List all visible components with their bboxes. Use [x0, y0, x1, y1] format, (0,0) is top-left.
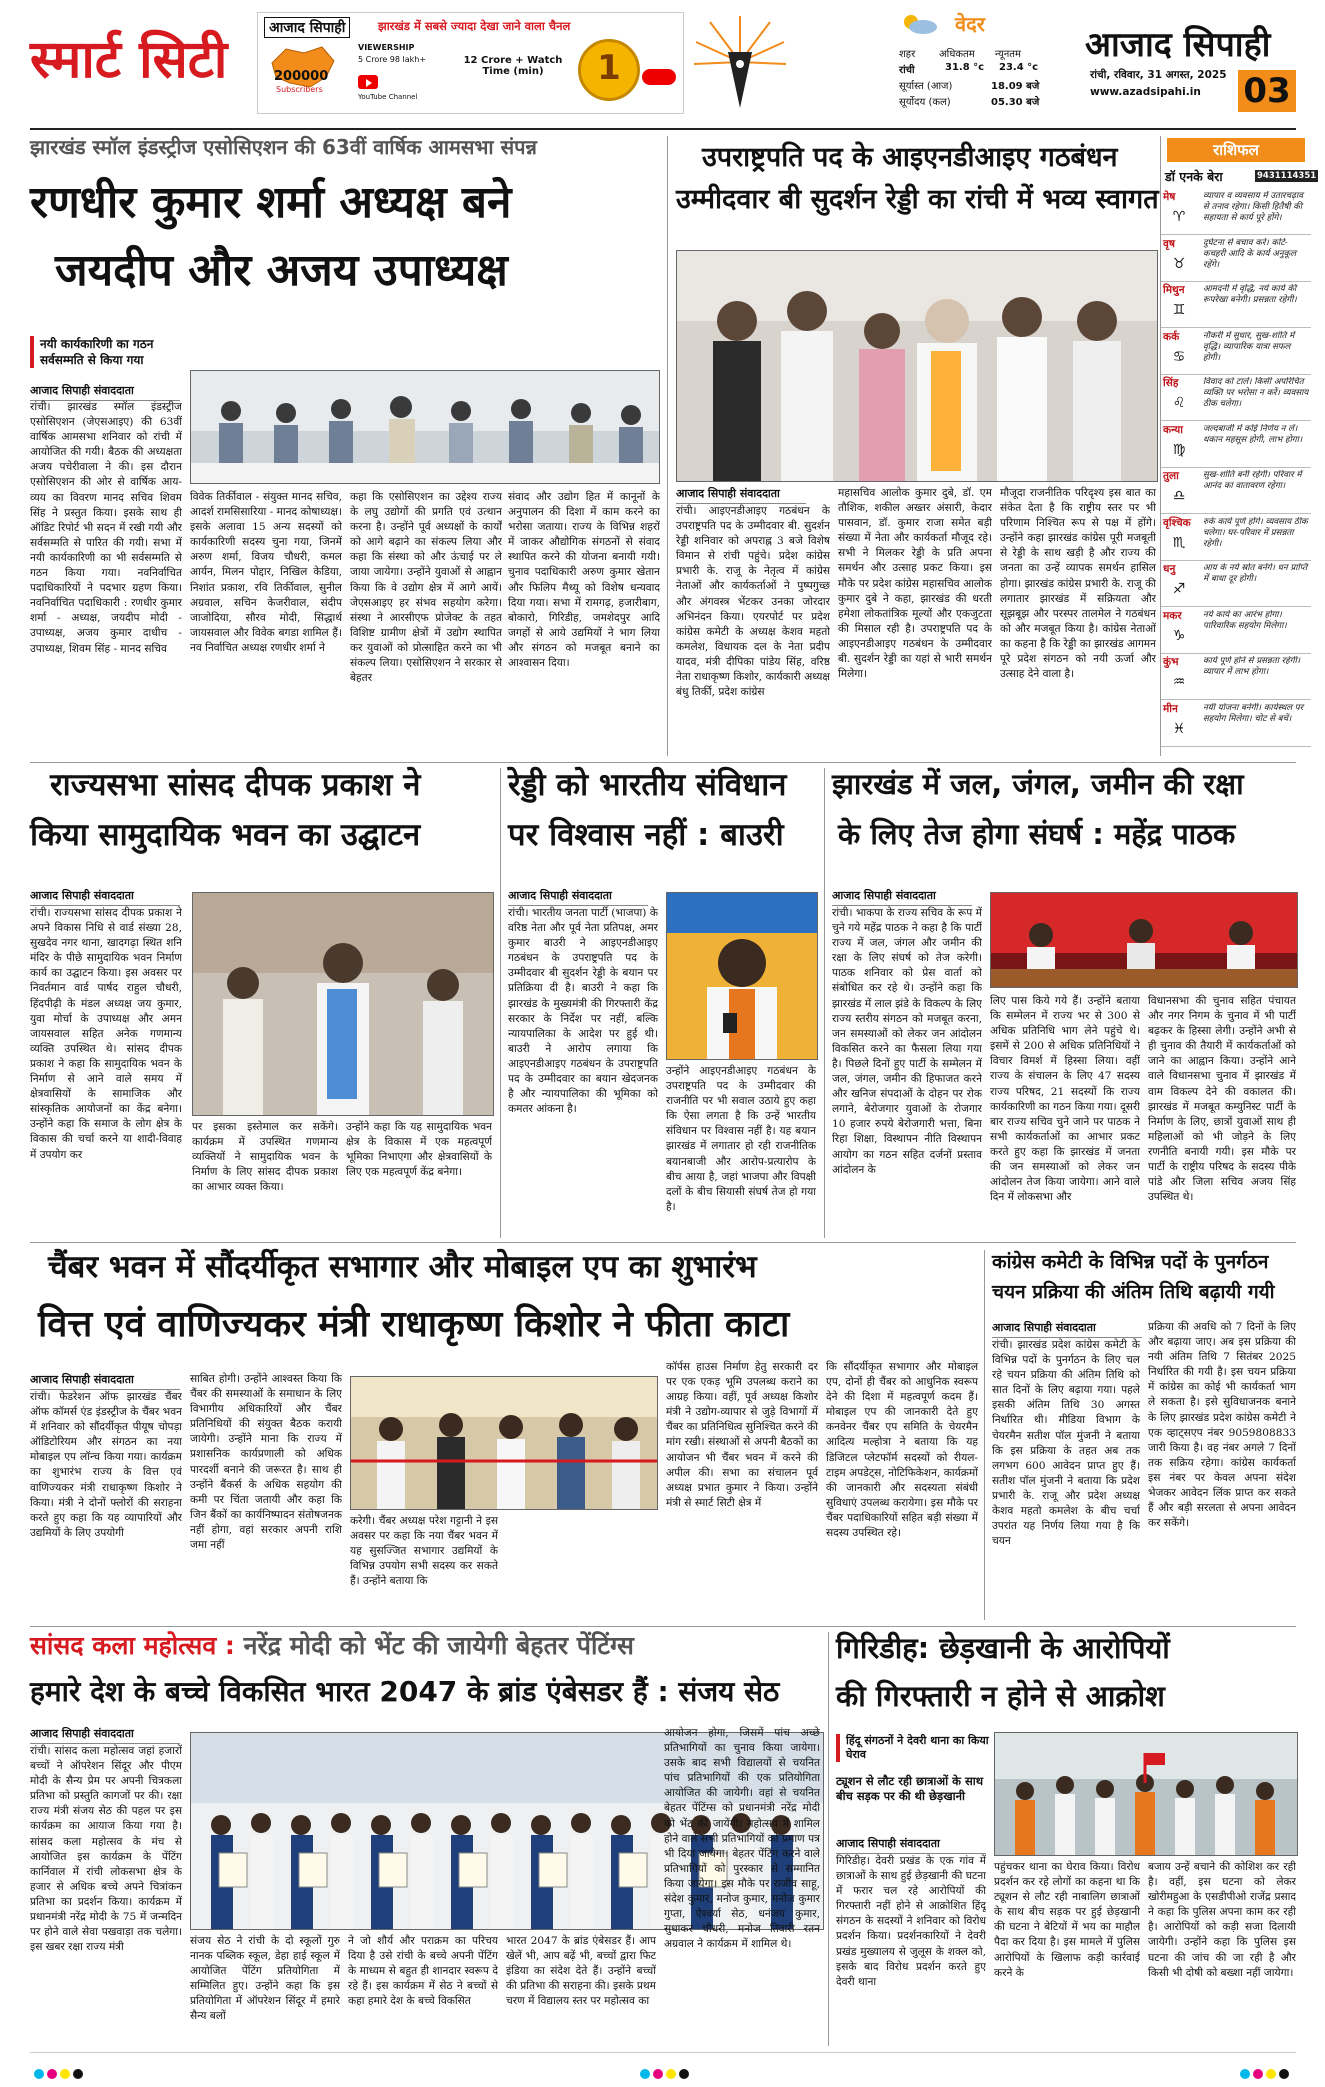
rashifal-item: [1161, 188, 1311, 235]
story4-col2: उन्होंने आइएनडीआइए गठबंधन के उपराष्ट्रपति पद के उम्मीदवार की राजनीति पर भी सवाल उठाये हुए कहा कि ऐसा लगता है कि उन्हें भारतीय संविधान पर विश्वास नहीं है। यह बयान झारखंड में लगातार हो रही राजनीतिक बयानबाजी और आरोप-प्रत्यारोप के बीच आया है, जहां भाजपा और विपक्षी दलों के बीच सियासी संघर्ष तेज हो गया है।: [666, 1065, 816, 1213]
story8-col5: आयोजन होगा, जिसमें पांच अच्छे प्रतिभागियों का चुनाव किया जायेगा। उसके बाद सभी विद्यालयों से चयनित पांच प्रतिभागियों की एक प्रतियोगिता आयोजित की जायेगी। वहां से चयनित बेहतर पेंटिंग्स को प्रधानमंत्री नरेंद्र मोदी को भेंट की जायेंगी। महोत्सव में शामिल होने वाले सभी प्रतिभागियों को प्रमाण पत्र भी दिया जायेगा। बेहतर पेंटिंग करने वाले प्रतिभागियों को पुरस्कार से सम्मानित किया जायेगा। इस मौके पर राजीव साहू, संदेश कुमार, मनोज कुमार, मनोज कुमार गुप्ता, ऐश्वर्या सेठ, धनंजय कुमार, सुधाकर चौधरी, मनोज तिवारी रतन अग्रवाल ने कार्यक्रम में शामिल थे।: [664, 1727, 820, 1951]
ad-viewership-label: VIEWERSHIP: [358, 43, 415, 52]
weather-box: [795, 10, 1045, 114]
ad-viewership-value: 5 Crore 98 lakh+: [358, 55, 427, 64]
story2-photo: [676, 250, 1158, 482]
zodiac-sign-icon: ♒: [1172, 674, 1186, 690]
section-title: स्मार्ट सिटी: [30, 30, 228, 90]
ad-channel-label: YouTube Channel: [358, 93, 418, 101]
zodiac-sign-icon: ♎: [1172, 488, 1186, 504]
story8-headline: हमारे देश के बच्चे विकसित भारत 2047 के ब्रांड एंबेसडर हैं : संजय सेठ: [30, 1675, 780, 1708]
story9-sub1: हिंदू संगठनों ने देवरी थाना का किया घेराव: [836, 1734, 996, 1762]
subscribe-badge: [642, 69, 676, 85]
story6-col4-top: कॉर्पस हाउस निर्माण हेतु सरकारी दर पर एक एकड़ भूमि उपलब्ध कराने का आग्रह किया। वहीं, पूर्व अध्यक्ष किशोर मंत्री ने उद्योग-व्यापार से जुड़े विभागों में चैंबर का प्रतिनिधित्व सुनिश्चित करने की मांग रखी। संस्थाओं से अपनी बैठकों का आयोजन भी चैंबर भवन में करने की अपील की। सभा का संचालन पूर्व अध्यक्ष प्रभात कुमार ने किया। उन्होंने मंत्री से स्मार्ट सिटी क्षेत्र में: [666, 1361, 818, 1509]
story3-headline-2: किया सामुदायिक भवन का उद्घाटन: [30, 817, 421, 853]
zodiac-sign-icon: ♉: [1172, 255, 1186, 272]
column-divider: [984, 1250, 985, 1620]
rashifal-item: [1161, 235, 1311, 282]
story5-byline: आजाद सिपाही संवाददाता: [832, 888, 972, 906]
rashifal-item-name: मकर: [1163, 609, 1182, 622]
weather-title: वेदर: [955, 12, 985, 36]
story9-col1: गिरिडीह। देवरी प्रखंड के एक गांव में छात्राओं के साथ हुई छेड़खानी की घटना में फरार चल रहे आरोपियों की गिरफ्तारी नहीं होने से आक्रोशित हिंदू संगठन के सदस्यों ने शनिवार को विरोध प्रदर्शन किया। प्रदर्शनकारियों ने देवरी प्रखंड मुख्यालय से जुलूस के शक्ल को, इसके बाद विरोध प्रदर्शन करते हुए देवरी थाना: [836, 1855, 986, 1988]
registration-marks-center: [640, 2064, 692, 2083]
story1-headline-2: जयदीप और अजय उपाध्यक्ष: [55, 245, 508, 296]
story8-col4: भारत 2047 के ब्रांड एंबेसडर हैं। आप खेलें भी, आप बढ़ें भी, बच्चों द्वारा फिट इंडिया का संदेश देते हैं। उन्होंने बच्चों की प्रतिभा की सराहना की। इसके प्रथम चरण में विद्यालय स्तर पर महोत्सव का: [506, 1935, 656, 2008]
rashifal-item-text: दुर्घटना से बचाव करें। कोर्ट-कचहरी आदि के कार्य अनुकूल रहेंगे।: [1203, 237, 1297, 270]
youtube-icon: [358, 75, 378, 89]
story5-headline-1: झारखंड में जल, जंगल, जमीन की रक्षा: [832, 767, 1244, 801]
weather-head-city: शहर: [899, 49, 916, 60]
rashifal-item-name: धनु: [1163, 563, 1176, 575]
story9-headline-1: गिरिडीह: छेड़खानी के आरोपियों: [836, 1631, 1170, 1665]
rashifal-item-name: कर्क: [1163, 330, 1180, 343]
story5-col2: लिए पास किये गये हैं। उन्होंने बताया कि सम्मेलन में राज्य भर से 300 से अधिक प्रतिनिधि भाग लेने पहुंचे थे। इसमें से 200 से अधिक प्रतिनिधियों ने विचार विमर्श में हिस्सा लिया। वहीं राज्य के संचालन के लिए 47 सदस्य राज्य परिषद, 21 सदस्यों कि राज्य कार्यकारिणी का गठन किया गया। दूसरी बार राज्य सचिव चुने जाने पर पाठक ने सभी कार्यकर्ताओं का आभार प्रकट करते हुए कहा कि झारखंड में जनता की जन समस्याओं को लेकर जन आंदोलन तेज किया जायेगा। आने वाले दिन में लोकसभा और: [990, 995, 1140, 1204]
weather-head-min: न्यूनतम: [995, 49, 1021, 60]
story1-col3: कहा कि एसोसिएशन का उद्देश्य राज्य के लघु उद्योगों की प्रगति एवं उत्थान करना है। उन्होंने पूर्व अध्यक्षों के कार्यों को आगे बढ़ाने का संकल्प लिया और कहा कि संस्था को और ऊंचाई पर ले जाया जायेगा। उन्होंने युवाओं से आह्वान किया कि वे उद्योग क्षेत्र में आगे आयें। जेएसआइए हर संभव सहयोग करेगा। संस्था ने आरसीएफ प्रोजेक्ट के तहत विशिष्ट ग्रामीण क्षेत्रों में उद्योग स्थापित कर युवाओं को प्रोत्साहित करने का भी संकल्प लिया। एसोसिएशन ने सरकार से बेहतर: [350, 491, 502, 685]
zodiac-sign-icon: ♏: [1172, 534, 1186, 551]
masthead-rule: [30, 128, 1296, 130]
rashifal-item: [1161, 700, 1311, 747]
story3-col3: उन्होंने कहा कि यह सामुदायिक भवन क्षेत्र के विकास में एक महत्वपूर्ण भूमिका निभाएगा और क्षेत्रवासियों के लिए एक महत्वपूर्ण केंद्र बनेगा।: [346, 1121, 492, 1179]
registration-marks-left: [34, 2064, 86, 2083]
story2-byline: आजाद सिपाही संवाददाता: [676, 486, 806, 504]
masthead: [0, 0, 1325, 120]
story1-headline-1: रणधीर कुमार शर्मा अध्यक्ष बने: [30, 177, 512, 228]
weather-city: रांची: [899, 65, 915, 76]
cloud-sun-icon: [899, 12, 939, 36]
rashifal-item-text: नयी योजना बनेगी। कार्यस्थल पर सहयोग मिलेगा। चोट से बचें।: [1203, 702, 1304, 724]
rashifal-item-text: विवाद को टालें। किसी अपरिचित व्यक्ति पर भरोसा न करें। व्यवसाय ठीक चलेगा।: [1203, 377, 1309, 409]
sunrise-value: 05.30 बजे: [991, 97, 1040, 108]
rashifal-item: [1161, 607, 1311, 654]
weather-head-max: अधिकतम: [939, 49, 975, 60]
story2-headline-2: उम्मीदवार बी सुदर्शन रेड्डी का रांची में भव्य स्वागत: [676, 184, 1159, 215]
story3-photo: [192, 892, 494, 1116]
story4-col1: रांची। भारतीय जनता पार्टी (भाजपा) के वरिष्ठ नेता और पूर्व नेता प्रतिपक्ष, अमर कुमार बाउरी ने आइएनडीआइए गठबंधन के उपराष्ट्रपति पद के उम्मीदवार बी सुदर्शन रेड्डी के बयान पर प्रतिक्रिया दी है। बाउरी ने कहा कि झारखंड के मुख्यमंत्री की गिरफ्तारी केंद्र सरकार के निर्देश पर नहीं, बल्कि न्यायपालिका के आदेश पर हुई थी। बाउरी ने आरोप लगाया कि आइएनडीआइए गठबंधन के उपराष्ट्रपति पद के उम्मीदवार का बयान खेदजनक है और न्यायपालिका की भूमिका को कमतर आंकना है।: [508, 907, 658, 1116]
column-divider: [500, 768, 501, 1238]
zodiac-sign-icon: ♐: [1172, 581, 1186, 597]
rashifal-item-name: वृष: [1163, 237, 1175, 250]
story5-col3: विधानसभा की चुनाव सहित पंचायत और नगर निगम के चुनाव में भी पार्टी बढ़कर के हिस्सा लेगी। उन्होंने अभी से ही चुनाव की तैयारी में कार्यकर्ताओं को जाने का आह्वान किया। उन्होंने आने वाले विधानसभा चुनाव में झारखंड में वाम विकल्प देने की वकालत की। झारखंड में मजबूत कम्युनिस्ट पार्टी के निर्माण के लिए, छात्रों युवाओं साथ ही महिलाओं को भी जोड़ने के लिए रणनीति बनायी गयी। इस मौके पर पार्टी के राष्ट्रीय परिषद के सदस्य पीके पांडे और जिला सचिव अजय सिंह उपस्थित थे।: [1148, 995, 1296, 1204]
registration-marks-right: [1240, 2064, 1292, 2083]
zodiac-sign-icon: ♊: [1172, 302, 1186, 318]
story6-col2: साबित होगी। उन्होंने आश्वस्त किया कि चैंबर की समस्याओं के समाधान के लिए विभागीय अधिकारियों और चैंबर प्रतिनिधियों की संयुक्त बैठक करायी जायेगी। उन्होंने माना कि राज्य में प्रशासनिक कार्यप्रणाली को अधिक पारदर्शी बनाने की जरूरत है। साथ ही उन्होंने बैंकर्स के अधिक सहयोग की कमी पर चिंता जतायी और कहा कि जिन बैंकों का कार्यनिष्पादन संतोषजनक नहीं होगा, वहां सरकार अपनी राशि जमा नहीं: [190, 1373, 342, 1552]
story8-kicker-red: सांसद कला महोत्सव :: [30, 1631, 235, 1660]
ad-subscribers: 200000: [274, 69, 329, 84]
sunrise-label: सूर्योदय (कल): [899, 97, 951, 108]
rashifal-item-text: रुके कार्य पूर्ण होंगे। व्यवसाय ठीक चलेगा। घर-परिवार में प्रसन्नता रहेगी।: [1203, 516, 1308, 549]
column-divider: [828, 1632, 829, 2046]
rashifal-astrologer: डॉ एनके बेरा: [1165, 169, 1223, 184]
story9-byline: आजाद सिपाही संवाददाता: [836, 1836, 986, 1854]
story7-headline-2: चयन प्रक्रिया की अंतिम तिथि बढ़ायी गयी: [992, 1281, 1275, 1303]
story1-col4: संवाद और उद्योग हित में कानूनों के अनुपालन की दिशा में काम करने का भरोसा जताया। राज्य के विभिन्न शहरों में जाकर औद्योगिक संगठनों से संवाद स्थापित करने की योजना बनायी गयी। चुनाव पदाधिकारी अरुण कुमार खेतान और फिलिप मैथ्यू को विशेष धन्यवाद दिया गया। सभा में रामगढ़, हजारीबाग, बोकारो, गिरिडीह, जमशेदपुर आदि जगहों से आये उद्यमियों ने भाग लिया और संगठन को मजबूत बनाने का आश्वासन दिया।: [508, 491, 660, 670]
rashifal-title: राशिफल: [1167, 138, 1305, 162]
rashifal-item-text: व्यापार व व्यवसाय में उतारचढ़ाव से तनाव रहेगा। किसी हितैषी की सहायता से कार्य पूरे होंगे।: [1203, 191, 1303, 223]
story3-headline-1: राज्यसभा सांसद दीपक प्रकाश ने: [50, 767, 421, 803]
story3-byline: आजाद सिपाही संवाददाता: [30, 888, 180, 906]
weather-max: 31.8 °c: [945, 62, 985, 73]
rashifal-item-text: जल्दबाजी में कोई निर्णय न लें। थकान महसूस होगी, लाभ होगा।: [1203, 423, 1303, 445]
story1-col2: विवेक तिर्कीवाल - संयुक्त मानद सचिव, आदर्श रामसिसारिया - मानद कोषाध्यक्ष। इसके अलावा 15 अन्य सदस्यों को कार्यकारिणी सदस्य चुना गया, जिनमें अरुण शर्मा, विजय चौधरी, कमल आर्यन, मिलन पोद्दार, निखिल केडिया, निशांत प्रकाश, रवि तिर्कीवाल, सुनील अग्रवाल, सचिन केजरीवाल, संदीप जाजोदिया, सौरव मोदी, सिद्धार्थ जायसवाल और विवेक बगडा शामिल हैं। नव निर्वाचित अध्यक्ष रणधीर शर्मा ने: [190, 491, 342, 654]
story6-headline-2: वित्त एवं वाणिज्यकर मंत्री राधाकृष्ण किशोर ने फीता काटा: [38, 1304, 790, 1345]
story2-col3: मौजूदा राजनीतिक परिदृश्य इस बात का संकेत देता है कि राष्ट्रीय स्तर पर भी परिणाम निश्चित रूप से पक्ष में होंगे। उन्होंने कहा झारखंड कांग्रेस पूरी मजबूती से रेड्डी के साथ खड़ी है और राज्य की जनता का उन्हें व्यापक समर्थन हासिल होगा। झारखंड कांग्रेस प्रभारी के. राजू की लगातार झारखंड में सक्रियता और सूझबूझ और परस्पर तालमेल ने गठबंधन को और मजबूत किया है। कांग्रेस नेताओं का कहना है कि रेड्डी का झारखंड आगमन पूरे प्रदेश संगठन को नयी ऊर्जा और उत्साह देने वाला है।: [1000, 487, 1156, 681]
rashifal-item: [1161, 560, 1311, 607]
ad-tagline: झारखंड में सबसे ज्यादा देखा जाने वाला चैनल: [378, 19, 571, 33]
story6-col4-spacer: [506, 1514, 656, 1618]
rashifal-item: [1161, 281, 1311, 328]
rashifal-item-text: कार्य पूर्ण होने से प्रसन्नता रहेगी। व्यापार में लाभ होगा।: [1203, 656, 1301, 677]
rashifal-item-name: कुंभ: [1163, 656, 1179, 668]
section-rule: [30, 1242, 1296, 1243]
zodiac-sign-icon: ♓: [1172, 720, 1186, 737]
zodiac-sign-icon: ♑: [1172, 627, 1186, 644]
rashifal-item-text: नये कार्य का आरंभ होगा। पारिवारिक सहयोग मिलेगा।: [1203, 609, 1287, 631]
story4-headline-1: रेड्डी को भारतीय संविधान: [508, 767, 787, 803]
story5-headline-2: के लिए तेज होगा संघर्ष : महेंद्र पाठक: [838, 817, 1236, 851]
rashifal-item: [1161, 653, 1311, 700]
youtube-ad-banner: [257, 12, 684, 114]
ad-watch-time: 12 Crore + Watch Time (min): [463, 55, 563, 77]
story2-col1: रांची। आइएनडीआइए गठबंधन के उपराष्ट्रपति पद के उम्मीदवार बी. सुदर्शन रेड्डी शनिवार को अपराह्न 3 बजे विशेष विमान से रांची पहुंचे। प्रदेश कांग्रेस प्रभारी के. राजू के नेतृत्व में कांग्रेस नेताओं और कार्यकर्ताओं ने पुष्पगुच्छ और अंगवस्त्र भेंटकर उनका जोरदार अभिनंदन किया। एयरपोर्ट पर प्रदेश कांग्रेस कमेटी के अध्यक्ष केशव महतो कमलेश, विधायक दल के नेता प्रदीप यादव, मंत्री दीपिका पांडेय सिंह, वरिष्ठ नेता राधाकृष्ण किशोर, कार्यकारी अध्यक्ष बंधु तिर्की, प्रदेश कांग्रेस: [676, 505, 830, 699]
story9-photo: [994, 1732, 1298, 1856]
story6-col5: कि सौंदर्यीकृत सभागार और मोबाइल एप, दोनों ही चैंबर को आधुनिक स्वरूप देने की दिशा में महत्वपूर्ण कदम हैं। मोबाइल एप की जानकारी देते हुए कनवेनर चैंबर एप समिति के चेयरमैन आदित्य मल्होत्रा ने बताया कि यह डिजिटल प्लेटफॉर्म सदस्यों को रीयल-टाइम अपडेट्स, नोटिफिकेशन, कार्यक्रमों की जानकारी और सदस्यता संबंधी सुविधाएं उपलब्ध करायेगा। इस मौके पर चैंबर पदाधिकारियों सहित बड़ी संख्या में सदस्य उपस्थित रहे।: [826, 1361, 978, 1540]
rashifal-item-name: मेष: [1163, 191, 1176, 203]
story4-headline-2: पर विश्वास नहीं : बाउरी: [508, 817, 784, 853]
story1-col1: रांची। झारखंड स्मॉल इंडस्ट्रीज एसोसिएशन (जेएसआइए) की 63वीं वार्षिक आमसभा शनिवार को रांची में आयोजित की गयी। बैठक की अध्यक्षता अजय पचेरीवाला ने की। इस दौरान एसोसिएशन की ओर से वार्षिक आय-व्यय का विवरण मानद सचिव शिवम सिंह ने प्रस्तुत किया। इसके साथ ही ऑडिट रिपोर्ट भी सदन में रखी गयी और सर्वसम्मति से पारित की गयी। सभा में नयी कार्यकारिणी का भी सर्वसम्मति से गठन किया गया। नवनिर्वाचित पदाधिकारियों ने पदभार ग्रहण किया। नवनिर्वाचित पदाधिकारी : रणधीर कुमार शर्मा - अध्यक्ष, जयदीप मोदी - उपाध्यक्ष, अजय कुमार दाधीच - उपाध्यक्ष, शिवम सिंह - मानद सचिव: [30, 401, 182, 655]
story6-col1: रांची। फेडरेशन ऑफ झारखंड चैंबर ऑफ कॉमर्स एंड इंडस्ट्रीज के चैंबर भवन में शनिवार को सौंदर्यीकृत पीयूष चोपड़ा ऑडिटोरियम और संगठन का नया मोबाइल एप लॉन्च किया गया। कार्यक्रम का शुभारंभ राज्य के वित्त एवं वाणिज्यकर मंत्री राधाकृष्ण किशोर ने किया। मंत्री ने दोनों फ्लोरों की सराहना करते हुए कहा कि यह व्यापारियों और उद्यमियों के लिए उपयोगी: [30, 1391, 182, 1539]
story2-headline-1: उपराष्ट्रपति पद के आइएनडीआइए गठबंधन: [702, 142, 1118, 173]
rashifal-item-name: वृश्चिक: [1163, 516, 1191, 529]
story3-col2: पर इसका इस्तेमाल कर सकेंगे। कार्यक्रम में उपस्थित गणमान्य व्यक्तियों ने सामुदायिक भवन के निर्माण के लिए सांसद दीपक प्रकाश का आभार व्यक्त किया।: [192, 1121, 338, 1194]
zodiac-sign-icon: ♈: [1172, 209, 1186, 225]
rashifal-item-name: तुला: [1163, 470, 1179, 482]
rashifal-item-text: सुख-शांति बनी रहेगी। परिवार में आनंद का वातावरण रहेगा।: [1203, 470, 1302, 491]
story7-headline-1: कांग्रेस कमेटी के विभिन्न पदों के पुनर्गठन: [992, 1251, 1269, 1273]
story8-kicker: [30, 1632, 634, 1661]
rashifal-item-text: नौकरी में सुधार, सुख-शांति में वृद्धि। व्यापारिक यात्रा सफल होगी।: [1203, 330, 1295, 363]
story7-col2: प्रक्रिया की अवधि को 7 दिनों के लिए और बढ़ाया जाए। अब इस प्रक्रिया की नयी अंतिम तिथि 7 सितंबर 2025 निर्धारित की गयी है। इस चयन प्रक्रिया में कांग्रेस का कोई भी कार्यकर्ता भाग ले सकता है। इसे सुविधाजनक बनाने के लिए झारखंड प्रदेश कांग्रेस कमेटी ने एक व्हाट्सएप नंबर 9059808833 जारी किया है। वह नंबर अगले 7 दिनों तक सक्रिय रहेगा। कांग्रेस कार्यकर्ता इस नंबर पर केवल अपना संदेश भेजकर आवेदन लिंक प्राप्त कर सकते हैं और बड़ी सरलता से अपना आवेदन कर सकेंगे।: [1148, 1321, 1296, 1530]
story8-col1: रांची। सांसद कला महोत्सव जहां हजारों बच्चों ने ऑपरेशन सिंदूर और पीएम मोदी के सैन्य प्रेम पर अपनी चित्रकला प्रतिभा को प्रस्तुति कागजों पर की। रक्षा राज्य मंत्री संजय सेठ की पहल पर इस कार्यक्रम का आयाज किया गया है। सांसद कला महोत्सव के मंच से आयोजित इस कार्यक्रम के पेंटिंग कार्निवाल में रांची लोकसभा क्षेत्र के हजार से अधिक बच्चे अपने चित्रांकन प्रतिभा का प्रदर्शन किया। कार्यक्रम में प्रधानमंत्री नरेंद्र मोदी के 75 में जन्मदिन पर होने वाले सेवा पखवाड़ा तक चलेगा। इस खबर रक्षा राज्य मंत्री: [30, 1745, 182, 1954]
story6-col3: करेगी। चैंबर अध्यक्ष परेश गट्टानी ने इस अवसर पर कहा कि नया चैंबर भवन में यह सुसज्जित सभागार उद्यमियों के विभिन्न उपयोग सभी सदस्य कर सकते हैं। उन्होंने बताया कि: [350, 1515, 498, 1588]
story6-byline: आजाद सिपाही संवाददाता: [30, 1372, 180, 1390]
rashifal-item: [1161, 421, 1311, 468]
story1-kicker: झारखंड स्मॉल इंडस्ट्रीज एसोसिएशन की 63वीं वार्षिक आमसभा संपन्न: [30, 135, 537, 159]
rashifal-phone: 9431114351: [1257, 171, 1317, 181]
story7-col1: रांची। झारखंड प्रदेश कांग्रेस कमेटी के विभिन्न पदों के पुनर्गठन के लिए चल रहे चयन प्रक्रिया की अंतिम तिथि को सात दिनों के लिए बढ़ाया गया। पहले इसकी अंतिम तिथि 30 अगस्त निर्धारित थी। मीडिया विभाग के चेयरमैन सतीश पॉल मुंजनी ने बताया कि इस प्रक्रिया के तहत अब तक लगभग 600 आवेदन प्राप्त हुए हैं। सतीश पॉल मुंजनी ने बताया कि प्रदेश प्रभारी के. राजू और प्रदेश अध्यक्ष केशव महतो कमलेश के बीच चर्चा उपरांत यह निर्णय लिया गया है कि चयन: [992, 1339, 1140, 1548]
ad-brand: आजाद सिपाही: [264, 17, 350, 38]
story9-col3: बजाय उन्हें बचाने की कोशिश कर रही है। वहीं, इस घटना को लेकर खोरीमहुआ के एसडीपीओ राजेंद्र प्रसाद ने कहा कि पुलिस अपना काम कर रही है। आरोपियों को कड़ी सजा दिलायी जायेगी। उन्होंने कहा कि पुलिस इस घटना की जांच की जा रही है और किसी भी दोषी को बख्शा नहीं जायेगा।: [1148, 1861, 1296, 1979]
story8-col3: ने जो शौर्य और पराक्रम का परिचय दिया है उसे रांची के बच्चे अपनी पेंटिंग के माध्यम से बहुत ही शानदार स्वरूप दे रहे हैं। इस कार्यक्रम में सेठ ने बच्चों से कहा हमारे देश के बच्चे विकसित: [348, 1935, 498, 2008]
rashifal-item-name: सिंह: [1163, 377, 1179, 389]
rashifal-box: [1160, 136, 1317, 756]
pen-nib-logo: [690, 12, 790, 112]
rashifal-item: [1161, 467, 1311, 514]
footer-rule: [30, 2052, 1296, 2053]
story6-photo: [350, 1376, 658, 1510]
story9-headline-2: की गिरफ्तारी न होने से आक्रोश: [836, 1679, 1165, 1713]
rashifal-item-name: मिथुन: [1163, 284, 1185, 296]
sunset-value: 18.09 बजे: [991, 81, 1040, 92]
story2-col2: महासचिव आलोक कुमार दुबे, डॉ. एम तौशिक, शकील अख्तर अंसारी, केदार पासवान, डॉ. कुमार राजा समेत बड़ी संख्या में नेता और कार्यकर्ता मौजूद रहे। सभी ने मिलकर रेड्डी के प्रति अपना समर्थन और उत्साह प्रकट किया। इस मौके पर प्रदेश कांग्रेस महासचिव आलोक कुमार दुबे ने कहा, झारखंड की धरती हमेशा लोकतांत्रिक मूल्यों और एकजुटता की मिसाल रही है। उपराष्ट्रपति पद के आइएनडीआइए गठबंधन के उम्मीदवार बी. सुदर्शन रेड्डी का यहां से भारी समर्थन मिलेगा।: [838, 487, 992, 681]
rashifal-item: [1161, 374, 1311, 421]
story9-col2: पहुंचकर थाना का घेराव किया। विरोध प्रदर्शन कर रहे लोगों का कहना था कि ट्यूशन से लौट रही नाबालिग छात्राओं के साथ बीच सड़क पर हुई छेड़खानी की घटना ने बेटियों में भय का माहौल पैदा कर दिया है। इस मामले में पुलिस आरोपियों के खिलाफ कड़ी कार्रवाई करने के: [994, 1861, 1140, 1979]
zodiac-sign-icon: ♍: [1172, 441, 1186, 458]
story8-kicker-rest: नरेंद्र मोदी को भेंट की जायेगी बेहतर पेंटिंग्स: [243, 1631, 634, 1660]
rashifal-list: [1161, 188, 1311, 748]
story6-headline-1: चैंबर भवन में सौंदर्यीकृत सभागार और मोबाइल एप का शुभारंभ: [48, 1249, 757, 1285]
column-divider: [667, 136, 668, 756]
rashifal-item-name: कन्या: [1163, 423, 1183, 436]
rashifal-item: [1161, 328, 1311, 375]
story7-byline: आजाद सिपाही संवाददाता: [992, 1320, 1142, 1338]
section-rule: [30, 1626, 1296, 1627]
section-rule: [30, 762, 1296, 763]
story5-photo: [990, 892, 1298, 988]
page-number: 03: [1238, 70, 1296, 112]
story8-col2: संजय सेठ ने रांची के दो स्कूलों गुरु नानक पब्लिक स्कूल, डेहा हाई स्कूल में आयोजित पेंटिंग प्रतियोगिता में सम्मिलित हुए। उन्होंने कहा कि इस प्रतियोगिता में ऑपरेशन सिंदूर में हमारे सैन्य बलों: [190, 1935, 340, 2023]
rashifal-item-text: आमदनी में वृद्धि, नये कार्य की रूपरेखा बनेगी। प्रसन्नता रहेगी।: [1203, 284, 1297, 305]
story1-sub: नयी कार्यकारिणी का गठन सर्वसम्मति से किया गया: [30, 336, 190, 368]
rashifal-item-name: मीन: [1163, 702, 1178, 715]
zodiac-sign-icon: ♋: [1172, 348, 1186, 365]
website: www.azadsipahi.in: [1090, 86, 1201, 98]
story9-sub2: ट्यूशन से लौट रही छात्राओं के साथ बीच सड़क पर की थी छेड़खानी: [836, 1774, 984, 1803]
weather-min: 23.4 °c: [999, 62, 1039, 73]
story1-byline: आजाद सिपाही संवाददाता: [30, 383, 180, 401]
rank-badge: 1: [578, 39, 640, 101]
story4-byline: आजाद सिपाही संवाददाता: [508, 888, 648, 906]
story5-col1: रांची। भाकपा के राज्य सचिव के रूप में चुने गये महेंद्र पाठक ने कहा है कि पार्टी राज्य में जल, जंगल और जमीन की रक्षा के लिए संघर्ष को तेज करेगी। पाठक शनिवार को प्रेस वार्ता को संबोधित कर रहे थे। उन्होंने कहा कि झारखंड में लाल झंडे के विकल्प के लिए राज्य स्तरीय संगठन को मजबूत करना, जन समस्याओं को लेकर जन आंदोलन विकसित करने का फैसला लिया गया है। पिछले दिनों हुए पार्टी के सम्मेलन में जल, जंगल, जमीन की हिफाजत करने और खनिज संपदाओं के दोहन पर रोक लगाने, बेरोजगार युवाओं के रोजगार 10 हजार रुपये बेरोजगारी भत्ता, बिना रिहा शिक्षा, विस्थापन नीति विस्थापन आयोग का गठन सहित दर्जनों प्रस्ताव आंदोलन के: [832, 907, 982, 1176]
story8-byline: आजाद सिपाही संवाददाता: [30, 1726, 180, 1744]
rashifal-item: [1161, 514, 1311, 561]
column-divider: [824, 768, 825, 1238]
ad-subscribers-label: Subscribers: [276, 85, 323, 94]
story4-photo: [666, 892, 818, 1060]
rashifal-item-text: आय के नये स्रोत बनेंगे। धन प्राप्ति में बाधा दूर होगी।: [1203, 563, 1308, 584]
zodiac-sign-icon: ♌: [1172, 395, 1186, 411]
story1-photo: [190, 370, 660, 484]
paper-name: आजाद सिपाही: [1085, 25, 1271, 65]
sunset-label: सूर्यास्त (आज): [899, 81, 953, 92]
story3-col1: रांची। राज्यसभा सांसद दीपक प्रकाश ने अपने विकास निधि से वार्ड संख्या 28, सुखदेव नगर थाना, खादगढ़ा स्थित शनि मंदिर के पीछे सामुदायिक भवन निर्माण कार्य का उद्घाटन किया। इस अवसर पर निवर्तमान वार्ड पार्षद राहुल चौधरी, हिंदपीढ़ी के मंडल अध्यक्ष जय कुमार, युवा मोर्चा के उपाध्यक्ष और अमन जायसवाल सहित अनेक गणमान्य व्यक्ति उपस्थित थे। सांसद दीपक प्रकाश ने कहा कि सामुदायिक भवन के निर्माण से आने वाले समय में क्षेत्रवासियों के सामाजिक और सांस्कृतिक आयोजनों का केंद्र बनेगा। उन्होंने कहा कि समाज के लोग क्षेत्र के विकास की चर्चा करने या शादी-विवाह में उपयोग कर: [30, 907, 182, 1161]
dateline: रांची, रविवार, 31 अगस्त, 2025: [1090, 69, 1227, 81]
